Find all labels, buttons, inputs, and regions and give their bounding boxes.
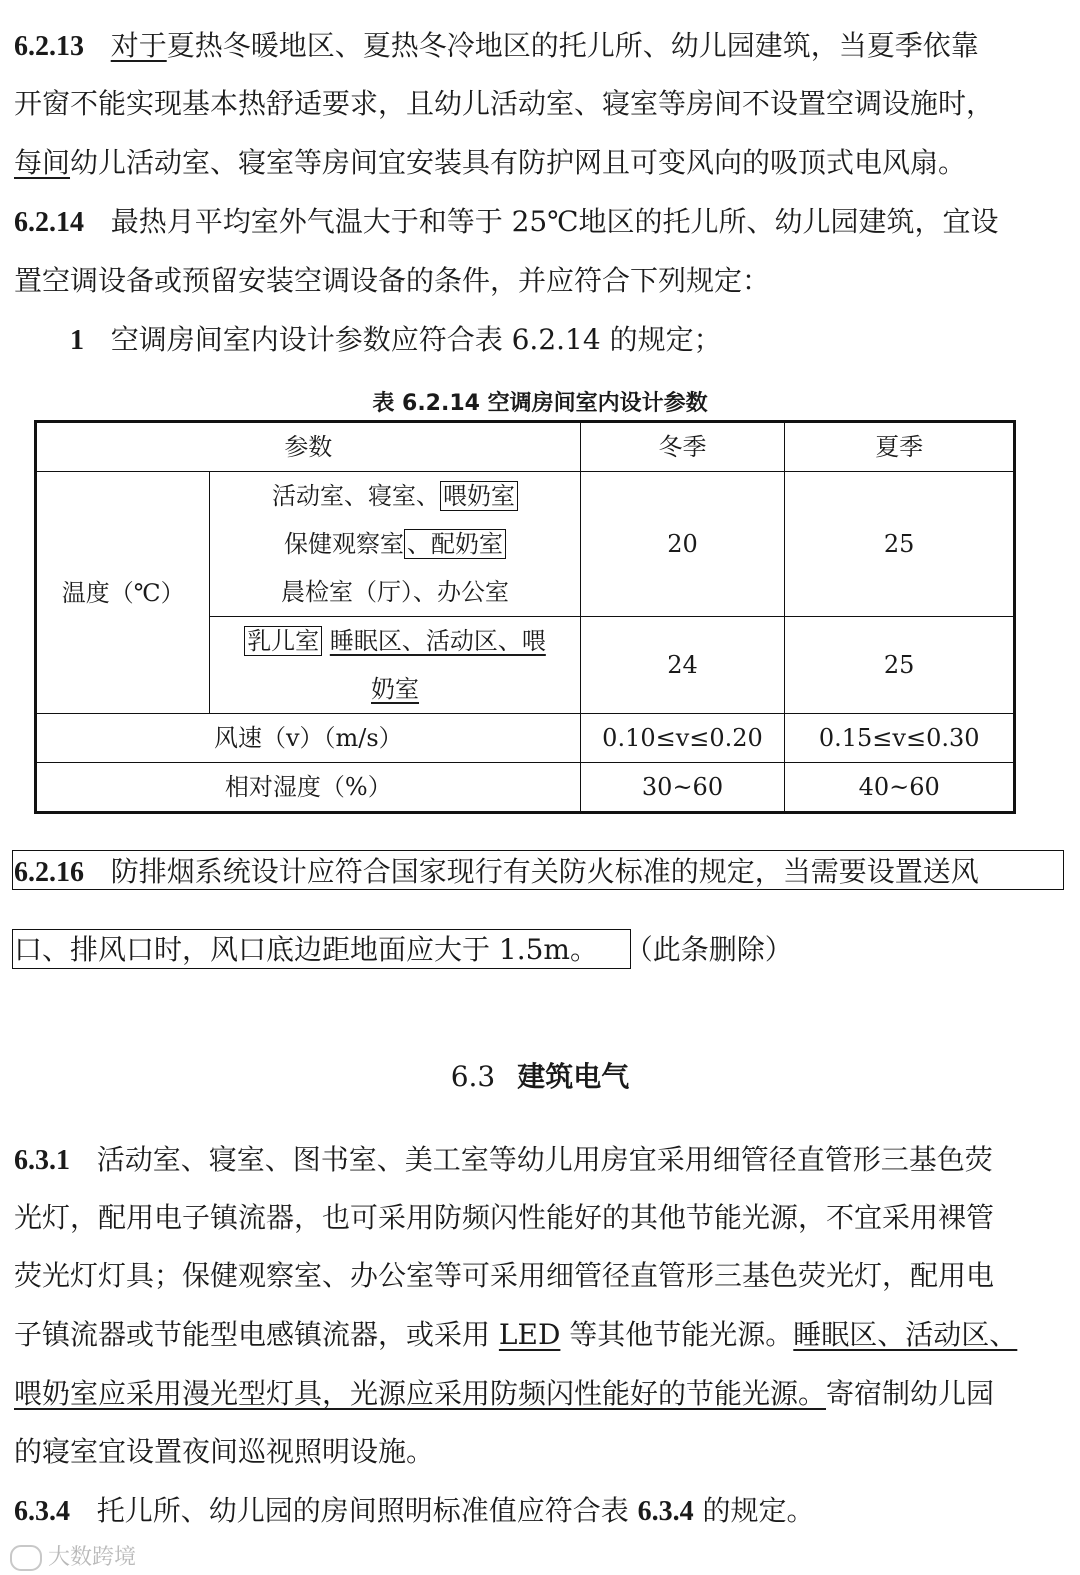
clause-text: 活动室、寝室、图书室、美工室等幼儿用房宜采用细管径直管形三基色荧 xyxy=(96,1143,993,1176)
boxed-room: 喂奶室 xyxy=(440,481,518,511)
clause-number: 6.3.1 xyxy=(14,1145,70,1176)
clause-6-2-13-line-2: 开窗不能实现基本热舒适要求，且幼儿活动室、寝室等房间不设置空调设施时， xyxy=(14,87,995,120)
clause-6-2-16-line-1 xyxy=(14,852,1066,893)
room-text: 保健观察室 xyxy=(284,530,405,558)
summer-value: 0.15≤v≤0.30 xyxy=(785,714,1015,763)
item-text: 空调房间室内设计参数应符合表 6.2.14 的规定； xyxy=(110,323,722,356)
humidity-label: 相对湿度（%） xyxy=(36,763,581,813)
underlined-room-text: 奶室 xyxy=(371,675,420,703)
header-param: 参数 xyxy=(36,422,581,472)
clause-6-3-1-line-6: 的寝室宜设置夜间巡视照明设施。 xyxy=(14,1435,435,1468)
room-text: 晨检室（厅）、办公室 xyxy=(281,578,510,606)
boxed-room: 、配奶室 xyxy=(404,529,506,559)
clause-6-2-13-line-3 xyxy=(14,143,1066,183)
clause-text: 夏热冬暖地区、夏热冬冷地区的托儿所、幼儿园建筑，当夏季依靠 xyxy=(166,29,979,62)
underlined-text: LED xyxy=(498,1318,561,1351)
table-reference: 6.3.4 xyxy=(637,1496,694,1527)
clause-6-3-1-line-4 xyxy=(14,1315,1066,1355)
clause-number: 6.3.4 xyxy=(14,1496,70,1527)
item-number: 1 xyxy=(70,325,84,356)
deletion-note: （此条删除） xyxy=(624,933,793,966)
watermark-logo-icon xyxy=(10,1545,42,1571)
section-title: 建筑电气 xyxy=(517,1060,630,1093)
clause-text: 的规定。 xyxy=(693,1494,815,1527)
table-header-row xyxy=(36,422,1015,472)
clause-text: 寄宿制幼儿园 xyxy=(826,1377,995,1410)
clause-6-3-1-line-1 xyxy=(14,1140,1066,1181)
wind-speed-label: 风速（v）（m/s） xyxy=(36,714,581,763)
clause-text: 托儿所、幼儿园的房间照明标准值应符合表 xyxy=(96,1494,638,1527)
clause-text: 防排烟系统设计应符合国家现行有关防火标准的规定，当需要设置送风 xyxy=(110,855,979,888)
clause-number: 6.2.13 xyxy=(14,31,84,62)
section-heading xyxy=(0,1057,1080,1097)
clause-text: 幼儿活动室、寝室等房间宜安装具有防护网且可变风向的吸顶式电风扇。 xyxy=(70,146,967,179)
summer-value: 25 xyxy=(785,472,1015,617)
watermark-text: 大数跨境 xyxy=(48,1545,137,1570)
clause-6-2-13-line-1 xyxy=(14,26,1066,67)
room-group-2 xyxy=(210,617,580,714)
underlined-text: 睡眠区、活动区、 xyxy=(793,1318,1018,1351)
underlined-text: 对于 xyxy=(110,29,167,62)
room-text: 活动室、寝室、 xyxy=(272,482,441,510)
clause-text: 等其他节能光源。 xyxy=(560,1318,794,1351)
section-number: 6.3 xyxy=(450,1060,496,1093)
clause-6-2-14-line-1 xyxy=(14,202,1066,243)
table-row xyxy=(36,763,1015,813)
clause-text: 子镇流器或节能型电感镇流器，或采用 xyxy=(14,1318,499,1351)
summer-value: 40~60 xyxy=(785,763,1015,813)
clause-number: 6.2.16 xyxy=(14,857,84,888)
watermark xyxy=(10,1540,136,1571)
clause-6-2-14-item-1 xyxy=(70,320,1066,361)
clause-6-3-1-line-5 xyxy=(14,1374,1066,1414)
design-parameters-table xyxy=(34,420,1016,814)
clause-text: 口、排风口时，风口底边距地面应大于 1.5m。 xyxy=(14,933,598,966)
underlined-text: 每间 xyxy=(14,146,71,179)
summer-value: 25 xyxy=(785,617,1015,714)
clause-6-3-4 xyxy=(14,1491,1066,1532)
temperature-label: 温度（℃） xyxy=(36,472,210,714)
winter-value: 20 xyxy=(580,472,785,617)
table-row xyxy=(36,714,1015,763)
clause-6-2-14-line-2: 置空调设备或预留安装空调设备的条件，并应符合下列规定： xyxy=(14,264,771,297)
winter-value: 0.10≤v≤0.20 xyxy=(580,714,785,763)
header-summer: 夏季 xyxy=(785,422,1015,472)
winter-value: 30~60 xyxy=(580,763,785,813)
clause-text: 最热月平均室外气温大于和等于 25℃地区的托儿所、幼儿园建筑，宜设 xyxy=(110,205,999,238)
underlined-room-text: 睡眠区、活动区、喂 xyxy=(329,627,546,655)
underlined-text: 喂奶室应采用漫光型灯具，光源应采用防频闪性能好的节能光源。 xyxy=(14,1377,827,1410)
clause-number: 6.2.14 xyxy=(14,207,84,238)
clause-6-3-1-line-3: 荧光灯灯具；保健观察室、办公室等可采用细管径直管形三基色荧光灯，配用电 xyxy=(14,1259,995,1292)
table-caption: 表 6.2.14 空调房间室内设计参数 xyxy=(372,391,708,416)
table-row xyxy=(36,472,1015,617)
room-group-1 xyxy=(210,472,580,617)
boxed-room: 乳儿室 xyxy=(244,626,322,656)
header-winter: 冬季 xyxy=(580,422,785,472)
winter-value: 24 xyxy=(580,617,785,714)
clause-6-2-16-line-2 xyxy=(14,930,1066,970)
clause-6-3-1-line-2: 光灯，配用电子镇流器，也可采用防频闪性能好的其他节能光源，不宜采用裸管 xyxy=(14,1201,995,1234)
